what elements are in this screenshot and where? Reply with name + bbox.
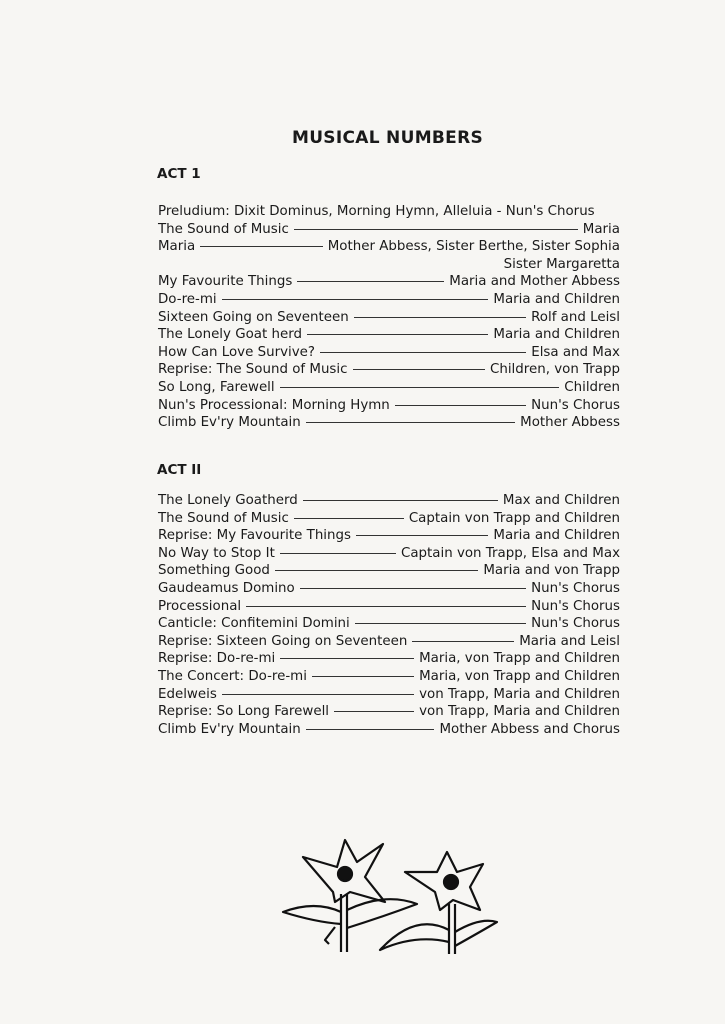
song-title: Reprise: My Favourite Things xyxy=(158,528,351,544)
leader-line xyxy=(334,711,414,712)
leader-line xyxy=(395,405,526,406)
leader-line xyxy=(222,299,489,300)
song-title: So Long, Farewell xyxy=(158,379,275,395)
song-title: My Favourite Things xyxy=(158,274,293,290)
performers: Sister Margaretta xyxy=(503,256,620,272)
leader-line xyxy=(294,518,404,519)
leader-line xyxy=(294,229,578,230)
leader-line xyxy=(280,387,560,388)
leader-line xyxy=(222,694,414,695)
performers: Maria and von Trapp xyxy=(483,563,620,579)
performers: Maria, von Trapp and Children xyxy=(419,668,620,684)
song-row xyxy=(158,668,620,686)
performers: Elsa and Max xyxy=(531,344,620,360)
performers: von Trapp, Maria and Children xyxy=(419,704,620,720)
song-row xyxy=(158,221,620,239)
song-title: Climb Ev'ry Mountain xyxy=(158,721,301,737)
leader-line xyxy=(280,553,396,554)
performers: Maria and Children xyxy=(493,291,620,307)
performers: Maria and Children xyxy=(493,528,620,544)
leader-line xyxy=(320,352,526,353)
song-row xyxy=(158,361,620,379)
performers: Mother Abbess, Sister Berthe, Sister Sophia xyxy=(327,239,620,255)
leader-line xyxy=(412,641,514,642)
song-row xyxy=(158,238,620,256)
performers: Nun's Chorus xyxy=(531,616,620,632)
leader-line xyxy=(355,623,526,624)
song-title: How Can Love Survive? xyxy=(158,344,316,360)
performers: Mother Abbess and Chorus xyxy=(439,721,620,737)
song-title: Reprise: Sixteen Going on Seventeen xyxy=(158,633,408,649)
leader-line xyxy=(306,422,515,423)
leader-line xyxy=(300,588,526,589)
leader-line xyxy=(307,334,488,335)
performers: Nun's Chorus xyxy=(531,580,620,596)
performers: Maria and Children xyxy=(493,327,620,343)
flower-right xyxy=(380,852,497,954)
song-row xyxy=(158,326,620,344)
leader-line xyxy=(280,658,414,659)
performers: Nun's Chorus xyxy=(531,598,620,614)
song-row xyxy=(158,379,620,397)
song-title: Reprise: The Sound of Music xyxy=(158,362,348,378)
act-1-list xyxy=(158,203,620,432)
song-row xyxy=(158,527,620,545)
song-title: Canticle: Confitemini Domini xyxy=(158,616,350,632)
leader-line xyxy=(297,281,444,282)
leader-line xyxy=(246,606,526,607)
leader-line xyxy=(312,676,414,677)
song-row xyxy=(158,703,620,721)
song-title: Something Good xyxy=(158,563,270,579)
performers: Maria, von Trapp and Children xyxy=(419,651,620,667)
leader-line xyxy=(356,535,488,536)
performers: Captain von Trapp, Elsa and Max xyxy=(400,545,620,561)
page-title: MUSICAL NUMBERS xyxy=(291,128,484,148)
song-row xyxy=(158,492,620,510)
song-row xyxy=(158,510,620,528)
song-row xyxy=(158,414,620,432)
song-row xyxy=(158,615,620,633)
performers: Mother Abbess xyxy=(520,415,620,431)
song-row xyxy=(158,397,620,415)
song-row xyxy=(158,291,620,309)
song-title: Nun's Processional: Morning Hymn xyxy=(158,397,390,413)
song-row xyxy=(158,562,620,580)
song-title: Climb Ev'ry Mountain xyxy=(158,415,301,431)
song-title: Reprise: Do-re-mi xyxy=(158,651,276,667)
song-title: Processional xyxy=(158,598,242,614)
song-row xyxy=(158,256,620,274)
song-row xyxy=(158,686,620,704)
preludium-text: Preludium: Dixit Dominus, Morning Hymn, Alleluia - Nun's Chorus xyxy=(158,204,595,219)
performers: Rolf and Leisl xyxy=(531,309,620,325)
song-row xyxy=(158,598,620,616)
performers: Max and Children xyxy=(502,493,620,508)
leader-line xyxy=(275,570,478,571)
song-title: No Way to Stop It xyxy=(158,545,275,561)
song-title: Reprise: So Long Farewell xyxy=(158,704,330,720)
performers: Children xyxy=(564,379,620,395)
act-2-list xyxy=(158,492,620,738)
song-title: Edelweis xyxy=(158,686,217,702)
performers: Children, von Trapp xyxy=(489,362,620,378)
song-row xyxy=(158,580,620,598)
song-row xyxy=(158,545,620,563)
song-title: The Sound of Music xyxy=(158,221,289,237)
leader-line xyxy=(354,317,526,318)
edelweiss-illustration xyxy=(275,832,500,957)
leader-line xyxy=(353,369,485,370)
performers: Maria xyxy=(582,221,620,237)
song-title: Gaudeamus Domino xyxy=(158,580,295,596)
song-title: The Lonely Goatherd xyxy=(158,493,298,508)
performers: Captain von Trapp and Children xyxy=(408,510,620,526)
song-row xyxy=(158,344,620,362)
song-row xyxy=(158,721,620,739)
song-title: The Concert: Do-re-mi xyxy=(158,668,307,684)
performers: Nun's Chorus xyxy=(531,397,620,413)
song-row xyxy=(158,633,620,651)
song-title: The Lonely Goat herd xyxy=(158,327,302,343)
performers: von Trapp, Maria and Children xyxy=(419,686,620,702)
performers: Maria and Mother Abbess xyxy=(449,274,620,290)
song-title: Sixteen Going on Seventeen xyxy=(158,309,349,325)
leader-line xyxy=(303,500,498,501)
song-title: Do-re-mi xyxy=(158,291,217,307)
leader-line xyxy=(306,729,435,730)
act-1-heading: ACT 1 xyxy=(157,166,201,182)
song-title: Maria xyxy=(158,239,196,255)
song-row xyxy=(158,273,620,291)
song-row xyxy=(158,309,620,327)
leader-line xyxy=(200,246,323,247)
preludium-row xyxy=(158,203,620,221)
act-2-heading: ACT II xyxy=(157,462,202,478)
performers: Maria and Leisl xyxy=(519,633,620,649)
song-row xyxy=(158,650,620,668)
song-title: The Sound of Music xyxy=(158,510,289,526)
